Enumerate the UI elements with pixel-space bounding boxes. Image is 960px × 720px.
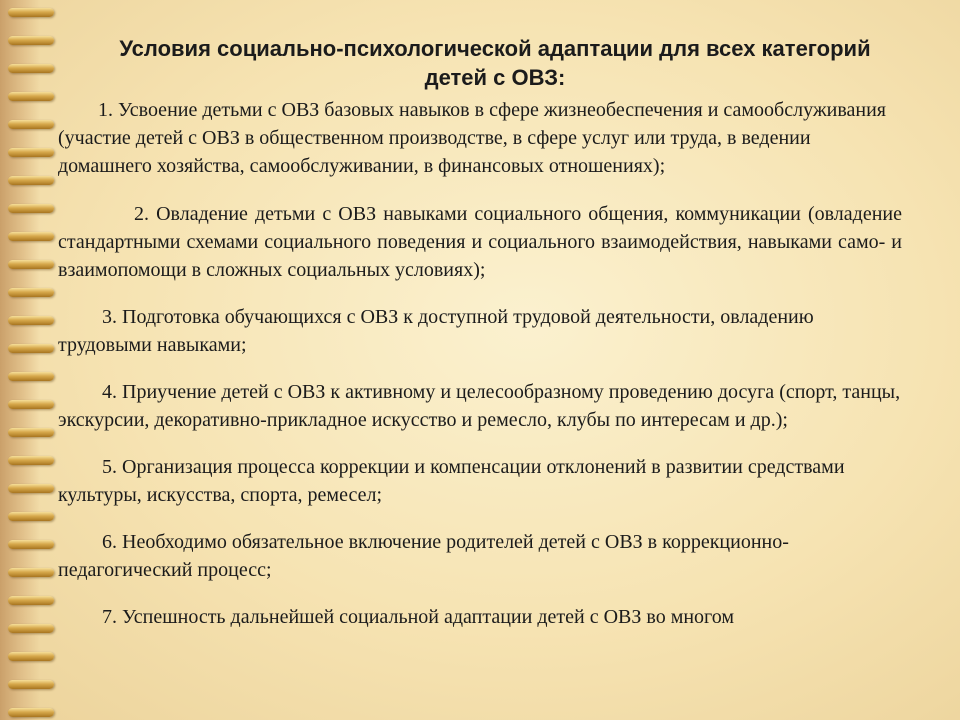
list-item: [58, 378, 902, 434]
spiral-ring: [8, 232, 54, 241]
spiral-ring: [8, 624, 54, 633]
item-text: Организация процесса коррекции и компенсации отклонений в развитии средствами культуры, искусства, спорта, ремесел;: [58, 456, 845, 506]
spiral-ring: [8, 260, 54, 269]
spiral-ring: [8, 456, 54, 465]
spiral-ring: [8, 288, 54, 297]
spiral-ring: [8, 204, 54, 213]
item-number: 7.: [102, 606, 117, 628]
spiral-ring: [8, 484, 54, 493]
item-number: 1.: [98, 99, 113, 121]
list-item: [58, 528, 902, 584]
list-item: [58, 603, 902, 631]
item-number: 4.: [102, 381, 117, 403]
item-text: Успешность дальнейшей социальной адаптации детей с ОВЗ во многом: [122, 606, 735, 628]
list-item: [58, 200, 902, 284]
notebook-spiral-binding: [8, 0, 58, 720]
spiral-ring: [8, 36, 54, 45]
slide-content: [58, 34, 902, 720]
spiral-ring: [8, 344, 54, 353]
spiral-ring: [8, 428, 54, 437]
spiral-ring: [8, 372, 54, 381]
spiral-ring: [8, 92, 54, 101]
spiral-ring: [8, 708, 54, 717]
spiral-ring: [8, 596, 54, 605]
spiral-ring: [8, 680, 54, 689]
item-text: Подготовка обучающихся с ОВЗ к доступной трудовой деятельности, овладению трудовыми навыками;: [58, 306, 814, 356]
spiral-ring: [8, 540, 54, 549]
item-number: 6.: [102, 531, 117, 553]
slide-title: Условия социально-психологической адаптации для всех категорий детей с ОВЗ:: [119, 36, 871, 90]
spiral-ring: [8, 512, 54, 521]
spiral-ring: [8, 120, 54, 129]
item-number: 5.: [102, 456, 117, 478]
item-text: Овладение детьми с ОВЗ навыками социального общения, коммуникации (овладение стандартными схемами социального поведения и социального взаимодействия, навыками само- и взаимопомощи в сложных социальных условиях);: [58, 203, 902, 281]
item-text: Усвоение детьми с ОВЗ базовых навыков в сфере жизнеобеспечения и самообслуживания (участие детей с ОВЗ в общественном производстве, в сфере услуг или труда, в ведении домашнего хозяйства, самообслуживании, в финансовых отношениях);: [58, 99, 886, 177]
spiral-ring: [8, 400, 54, 409]
spiral-ring: [8, 148, 54, 157]
item-number: 2.: [134, 203, 149, 225]
spiral-ring: [8, 8, 54, 17]
list-item: [58, 96, 902, 180]
spiral-ring: [8, 568, 54, 577]
item-text: Необходимо обязательное включение родителей детей с ОВЗ в коррекционно-педагогический процесс;: [58, 531, 789, 581]
item-text: Приучение детей с ОВЗ к активному и целесообразному проведению досуга (спорт, танцы, экскурсии, декоративно-прикладное искусство и ремесло, клубы по интересам и др.);: [58, 381, 901, 431]
spiral-ring: [8, 316, 54, 325]
spiral-ring: [8, 176, 54, 185]
item-number: 3.: [102, 306, 117, 328]
list-item: [58, 303, 902, 359]
spiral-ring: [8, 64, 54, 73]
list-item: [58, 453, 902, 509]
spiral-ring: [8, 652, 54, 661]
